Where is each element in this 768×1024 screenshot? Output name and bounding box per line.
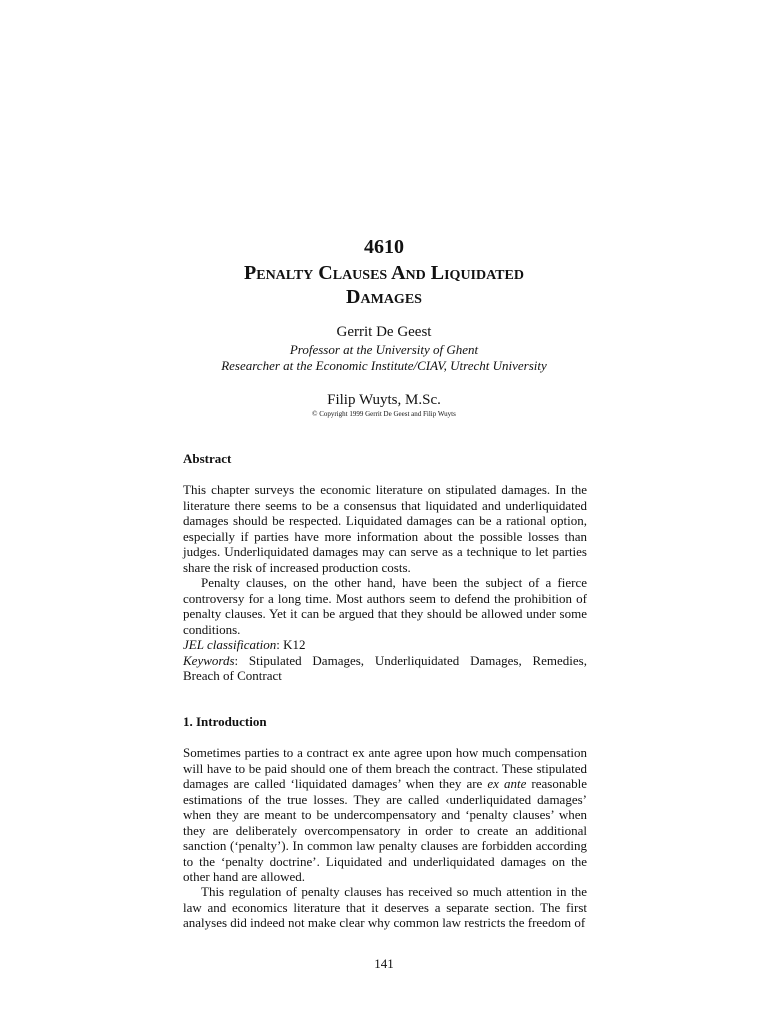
jel-line [183, 637, 587, 653]
intro-text-1a: Sometimes parties to a contract ex ante agree upon how much compensation will have to be paid should one of them breach the contract. These stipulated damages are called ‘liquidated damages’ when they are [183, 745, 587, 791]
affiliation-1: Professor at the University of Ghent [289, 342, 479, 357]
introduction-heading: 1. Introduction [183, 714, 267, 729]
abstract-text-2: Penalty clauses, on the other hand, have been the subject of a fierce controversy for a long time. Most authors seem to defend the prohibition of penalty clauses. Yet it can be argued that they should be allowed under some conditions. [183, 575, 587, 637]
keywords-line [183, 653, 587, 684]
chapter-number: 4610 [364, 236, 404, 258]
author-1: Gerrit De Geest [336, 324, 432, 340]
author-2: Filip Wuyts, M.Sc. [327, 392, 441, 408]
title-line-1: Penalty Clauses And Liquidated [244, 262, 524, 284]
abstract-paragraph-1 [183, 482, 587, 575]
intro-text-1 [183, 745, 587, 885]
intro-text-1b: reasonable estimations of the true losses. They are called ‹underliquidated damages’ when they are meant to be undercompensatory and ‘penalty clauses’ when they are deliberately overcompensatory in order to create an additional sanction (‘penalty’). In common law penalty clauses are forbidden according to the ‘penalty doctrine’. Liquidated and underliquidated damages on the other hand are allowed. [183, 776, 587, 884]
intro-text-2: This regulation of penalty clauses has received so much attention in the law and economics literature that it deserves a separate section. The first analyses did indeed not make clear why common law restricts the freedom of [183, 884, 587, 930]
affiliation-2: Researcher at the Economic Institute/CIAV, Utrecht University [221, 358, 547, 373]
copyright-notice: © Copyright 1999 Gerrit De Geest and Filip Wuyts [312, 410, 456, 418]
title-line-2: Damages [346, 286, 422, 308]
intro-paragraph-1 [183, 745, 587, 885]
jel-value: : K12 [276, 637, 306, 652]
keywords-label: Keywords [183, 652, 235, 668]
jel-label: JEL classification [183, 637, 277, 652]
abstract-paragraph-2 [183, 575, 587, 684]
abstract-heading: Abstract [183, 451, 232, 466]
intro-text-1-italic: ex ante [487, 776, 527, 791]
abstract-text-1: This chapter surveys the economic literature on stipulated damages. In the literature there seems to be a consensus that liquidated and underliquidated damages should be respected. Liquidated damages can be a rational option, especially if parties have more information about the possible losses than judges. Underliquidated damages may can serve as a technique to let parties share the risk of increased production costs. [183, 482, 587, 575]
intro-paragraph-2 [183, 884, 587, 931]
keywords-value: : Stipulated Damages, Underliquidated Damages, Remedies, Breach of Contract [183, 652, 587, 683]
page-number: 141 [374, 956, 394, 971]
